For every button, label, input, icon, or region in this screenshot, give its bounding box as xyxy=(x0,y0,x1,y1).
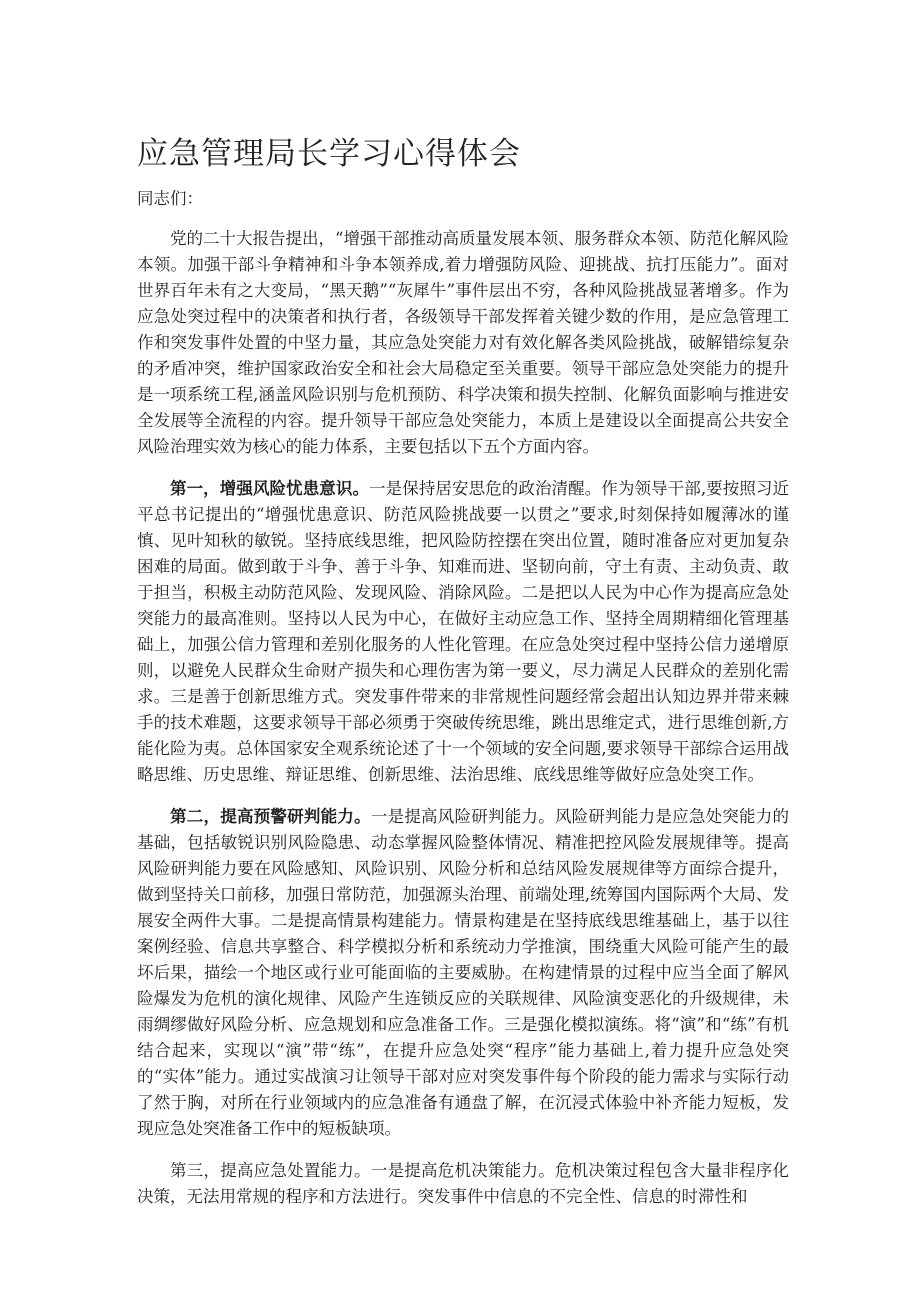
document-body xyxy=(137,186,789,1226)
section-paragraph-2 xyxy=(137,804,789,1142)
section-heading-2: 第二，提高预警研判能力。 xyxy=(170,807,371,826)
intro-paragraph: 党的二十大报告提出，“增强干部推动高质量发展本领、服务群众本领、防范化解风险本领。加强干部斗争精神和斗争本领养成,着力增强防风险、迎挑战、抗打压能力”。面对世界百年未有之大变局，“黑天鹅”“灰犀牛”事件层出不穷，各种风险挑战显著增多。作为应急处突过程中的决策者和执行者，各级领导干部发挥着关键少数的作用，是应急管理工作和突发事件处置的中坚力量，其应急处突能力对有效化解各类风险挑战，破解错综复杂的矛盾冲突，维护国家政治安全和社会大局稳定至关重要。领导干部应急处突能力的提升是一项系统工程,涵盖风险识别与危机预防、科学决策和损失控制、化解负面影响与推进安全发展等全流程的内容。提升领导干部应急处突能力，本质上是建设以全面提高公共安全风险治理实效为核心的能力体系，主要包括以下五个方面内容。 xyxy=(137,229,789,456)
salutation: 同志们： xyxy=(137,189,203,208)
section-body-3: 第三，提高应急处置能力。一是提高危机决策能力。危机决策过程包含大量非程序化决策，无法用常规的程序和方法进行。突发事件中信息的不完全性、信息的时滞性和 xyxy=(137,1161,789,1206)
section-paragraph-3 xyxy=(137,1158,789,1210)
section-heading-1: 第一，增强风险忧患意识。 xyxy=(170,479,370,498)
section-paragraph-1 xyxy=(137,476,789,788)
section-body-1: 一是保持居安思危的政治清醒。作为领导干部,要按照习近平总书记提出的“增强忧患意识、防范风险挑战要一以贯之”要求,时刻保持如履薄冰的谨慎、见叶知秋的敏锐。坚持底线思维，把风险防控摆在突出位置，随时准备应对更加复杂困难的局面。做到敢于斗争、善于斗争、知难而进、坚韧向前，守土有责、主动负责、敢于担当，积极主动防范风险、发现风险、消除风险。二是把以人民为中心作为提高应急处突能力的最高准则。坚持以人民为中心，在做好主动应急工作、坚持全周期精细化管理基础上，加强公信力管理和差别化服务的人性化管理。在应急处突过程中坚持公信力递增原则，以避免人民群众生命财产损失和心理伤害为第一要义，尽力满足人民群众的差别化需求。三是善于创新思维方式。突发事件带来的非常规性问题经常会超出认知边界并带来棘手的技术难题，这要求领导干部必须勇于突破传统思维，跳出思维定式，进行思维创新,方能化险为夷。总体国家安全观系统论述了十一个领域的安全问题,要求领导干部综合运用战略思维、历史思维、辩证思维、创新思维、法治思维、底线思维等做好应急处突工作。 xyxy=(137,479,790,784)
page-title: 应急管理局长学习心得体会 xyxy=(137,136,521,172)
section-body-2: 一是提高风险研判能力。风险研判能力是应急处突能力的基础，包括敏锐识别风险隐患、动态掌握风险整体情况、精准把控风险发展规律等。提高风险研判能力要在风险感知、风险识别、风险分析和总结风险发展规律等方面综合提升，做到坚持关口前移，加强日常防范，加强源头治理、前端处理,统筹国内国际两个大局、发展安全两件大事。二是提高情景构建能力。情景构建是在坚持底线思维基础上，基于以往案例经验、信息共享整合、科学模拟分析和系统动力学推演，围绕重大风险可能产生的最坏后果，描绘一个地区或行业可能面临的主要威胁。在构建情景的过程中应当全面了解风险爆发为危机的演化规律、风险产生连锁反应的关联规律、风险演变恶化的升级规律，未雨绸缪做好风险分析、应急规划和应急准备工作。三是强化模拟演练。将“演”和“练”有机结合起来，实现以“演”带“练”，在提升应急处突“程序”能力基础上,着力提升应急处突的“实体”能力。通过实战演习让领导干部对应对突发事件每个阶段的能力需求与实际行动了然于胸，对所在行业领域内的应急准备有通盘了解，在沉浸式体验中补齐能力短板，发现应急处突准备工作中的短板缺项。 xyxy=(137,807,790,1138)
